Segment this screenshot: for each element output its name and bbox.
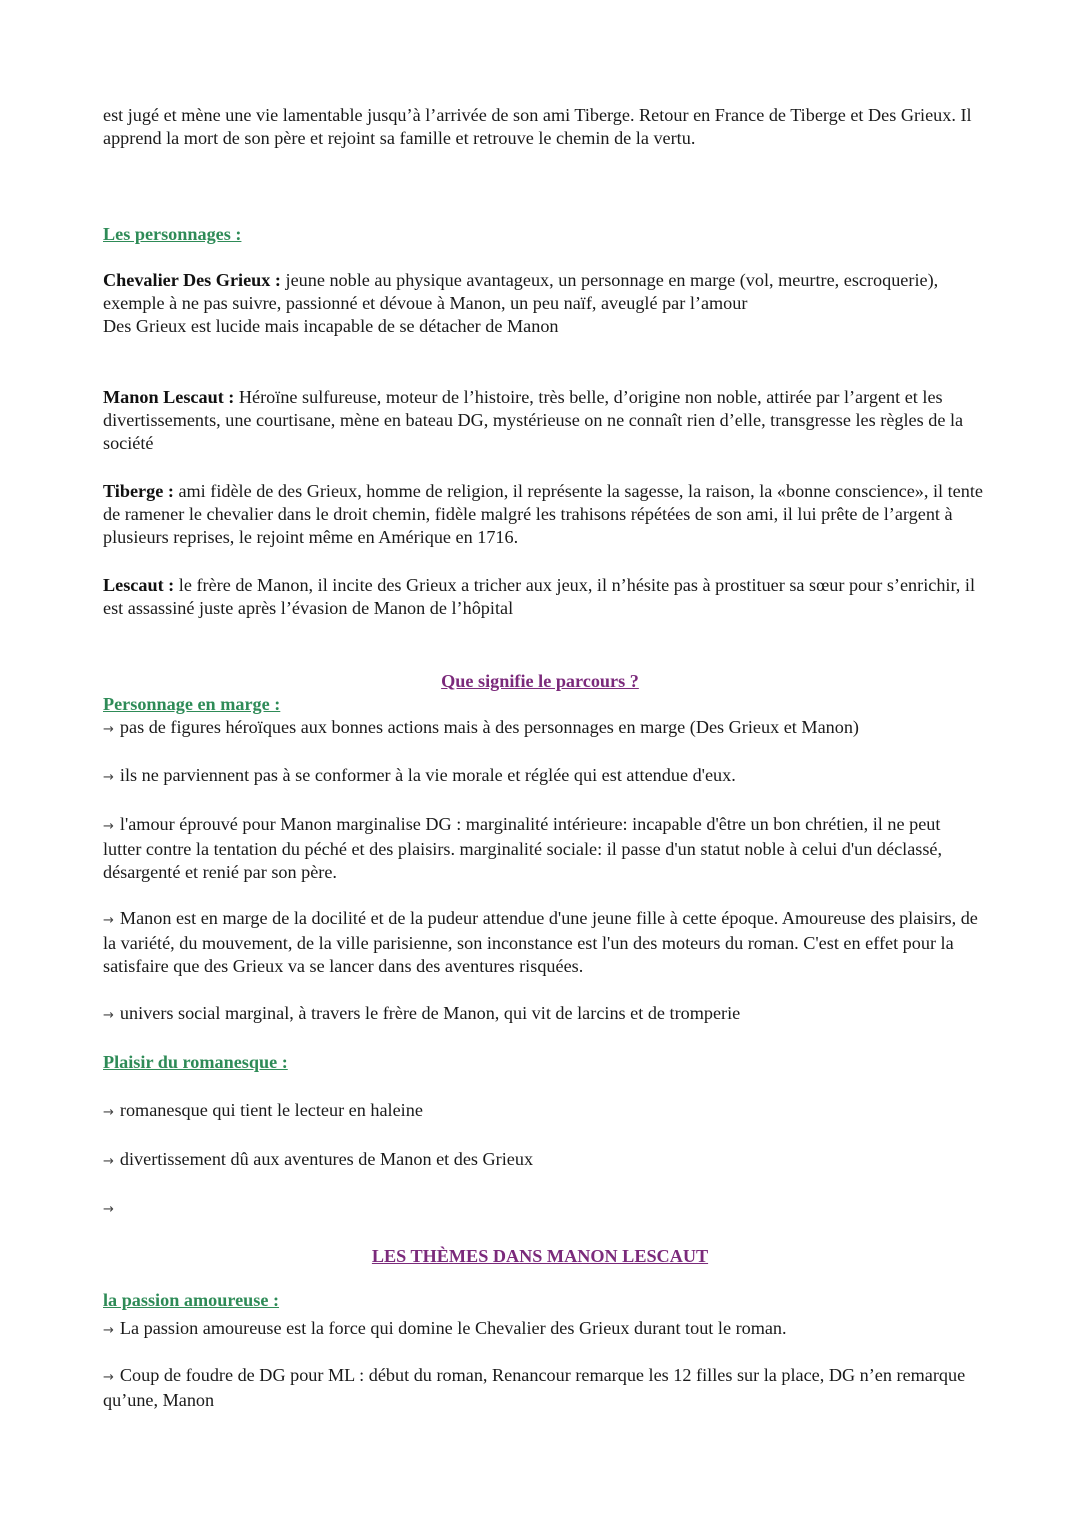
- arrow-right-icon: →: [103, 1105, 114, 1120]
- arrow-right-icon: →: [103, 819, 114, 834]
- list-item: [103, 813, 983, 884]
- romanesque-heading: Plaisir du romanesque :: [103, 1052, 288, 1072]
- list-item: [103, 1148, 983, 1173]
- arrow-right-icon: →: [103, 1323, 114, 1338]
- list-item: [103, 764, 983, 789]
- arrow-right-icon: →: [103, 1202, 114, 1217]
- character-manon: [103, 386, 983, 455]
- passion-heading: la passion amoureuse :: [103, 1290, 280, 1310]
- list-item-text: Coup de foudre de DG pour ML : début du roman, Renancour remarque les 12 filles sur la place, DG n’en remarque qu’une, Manon: [103, 1365, 966, 1410]
- list-item: [103, 907, 983, 978]
- character-name: Tiberge :: [103, 481, 174, 501]
- intro-paragraph: est jugé et mène une vie lamentable jusqu’à l’arrivée de son ami Tiberge. Retour en France de Tiberge et Des Grieux. Il apprend la mort de son père et rejoint sa famille et retrouve le chemin de la vertu.: [103, 105, 972, 148]
- character-name: Chevalier Des Grieux :: [103, 270, 281, 290]
- list-item: [103, 1364, 983, 1412]
- list-item-text: ils ne parviennent pas à se conformer à la vie morale et réglée qui est attendue d'eux.: [119, 765, 736, 785]
- character-desc: ami fidèle de des Grieux, homme de religion, il représente la sagesse, la raison, la «bonne conscience», il tente de ramener le chevalier dans le droit chemin, fidèle malgré les trahisons répétées de son ami, il lui prête de l’argent à plusieurs reprises, le rejoint même en Amérique en 1716.: [103, 481, 983, 547]
- arrow-right-icon: →: [103, 1154, 114, 1169]
- list-item-text: l'amour éprouvé pour Manon marginalise DG : marginalité intérieure: incapable d'être un bon chrétien, il ne peut lutter contre la tentation du péché et des plaisirs. marginalité sociale: il passe d'un statut noble à celui d'un déclassé, désargenté et renié par son père.: [103, 814, 943, 882]
- list-item-text: romanesque qui tient le lecteur en haleine: [119, 1100, 423, 1120]
- character-name: Manon Lescaut :: [103, 387, 235, 407]
- character-tiberge: [103, 480, 983, 549]
- arrow-right-icon: →: [103, 722, 114, 737]
- list-item-text: univers social marginal, à travers le frère de Manon, qui vit de larcins et de tromperie: [119, 1003, 741, 1023]
- list-item-text: divertissement dû aux aventures de Manon et des Grieux: [119, 1149, 534, 1169]
- arrow-right-icon: →: [103, 1008, 114, 1023]
- list-item: [103, 716, 983, 741]
- character-desc-2: Des Grieux est lucide mais incapable de se détacher de Manon: [103, 316, 559, 336]
- list-item: [103, 1196, 983, 1221]
- list-item-text: La passion amoureuse est la force qui domine le Chevalier des Grieux durant tout le roman.: [119, 1318, 787, 1338]
- marge-heading: Personnage en marge :: [103, 694, 281, 714]
- parcours-title: Que signifie le parcours ?: [441, 671, 639, 691]
- themes-title: LES THÈMES DANS MANON LESCAUT: [371, 1246, 709, 1266]
- character-name: Lescaut :: [103, 575, 175, 595]
- arrow-right-icon: →: [103, 1370, 114, 1385]
- list-item: [103, 1002, 983, 1027]
- character-desc: le frère de Manon, il incite des Grieux a tricher aux jeux, il n’hésite pas à prostituer sa sœur pour s’enrichir, il est assassiné juste après l’évasion de Manon de l’hôpital: [103, 575, 976, 618]
- list-item-text: pas de figures héroïques aux bonnes actions mais à des personnages en marge (Des Grieux et Manon): [119, 717, 859, 737]
- character-desc: jeune noble au physique avantageux, un personnage en marge (vol, meurtre, escroquerie), exemple à ne pas suivre, passionné et dévoue à Manon, un peu naïf, aveuglé par l’amour: [103, 270, 939, 313]
- list-item: [103, 1099, 983, 1124]
- arrow-right-icon: →: [103, 770, 114, 785]
- list-item: [103, 1317, 983, 1342]
- list-item-text: Manon est en marge de la docilité et de la pudeur attendue d'une jeune fille à cette époque. Amoureuse des plaisirs, de la variété, du mouvement, de la ville parisienne, son inconstance est l'un des moteurs du roman. C'est en effet pour la satisfaire que des Grieux va se lancer dans des aventures risquées.: [103, 908, 978, 976]
- characters-heading: Les personnages :: [103, 224, 242, 244]
- character-des-grieux: [103, 269, 983, 338]
- character-desc: Héroïne sulfureuse, moteur de l’histoire, très belle, d’origine non noble, attirée par l’argent et les divertissements, une courtisane, mène en bateau DG, mystérieuse on ne connaît rien d’elle, transgresse les règles de la société: [103, 387, 964, 453]
- arrow-right-icon: →: [103, 913, 114, 928]
- character-lescaut: [103, 574, 983, 620]
